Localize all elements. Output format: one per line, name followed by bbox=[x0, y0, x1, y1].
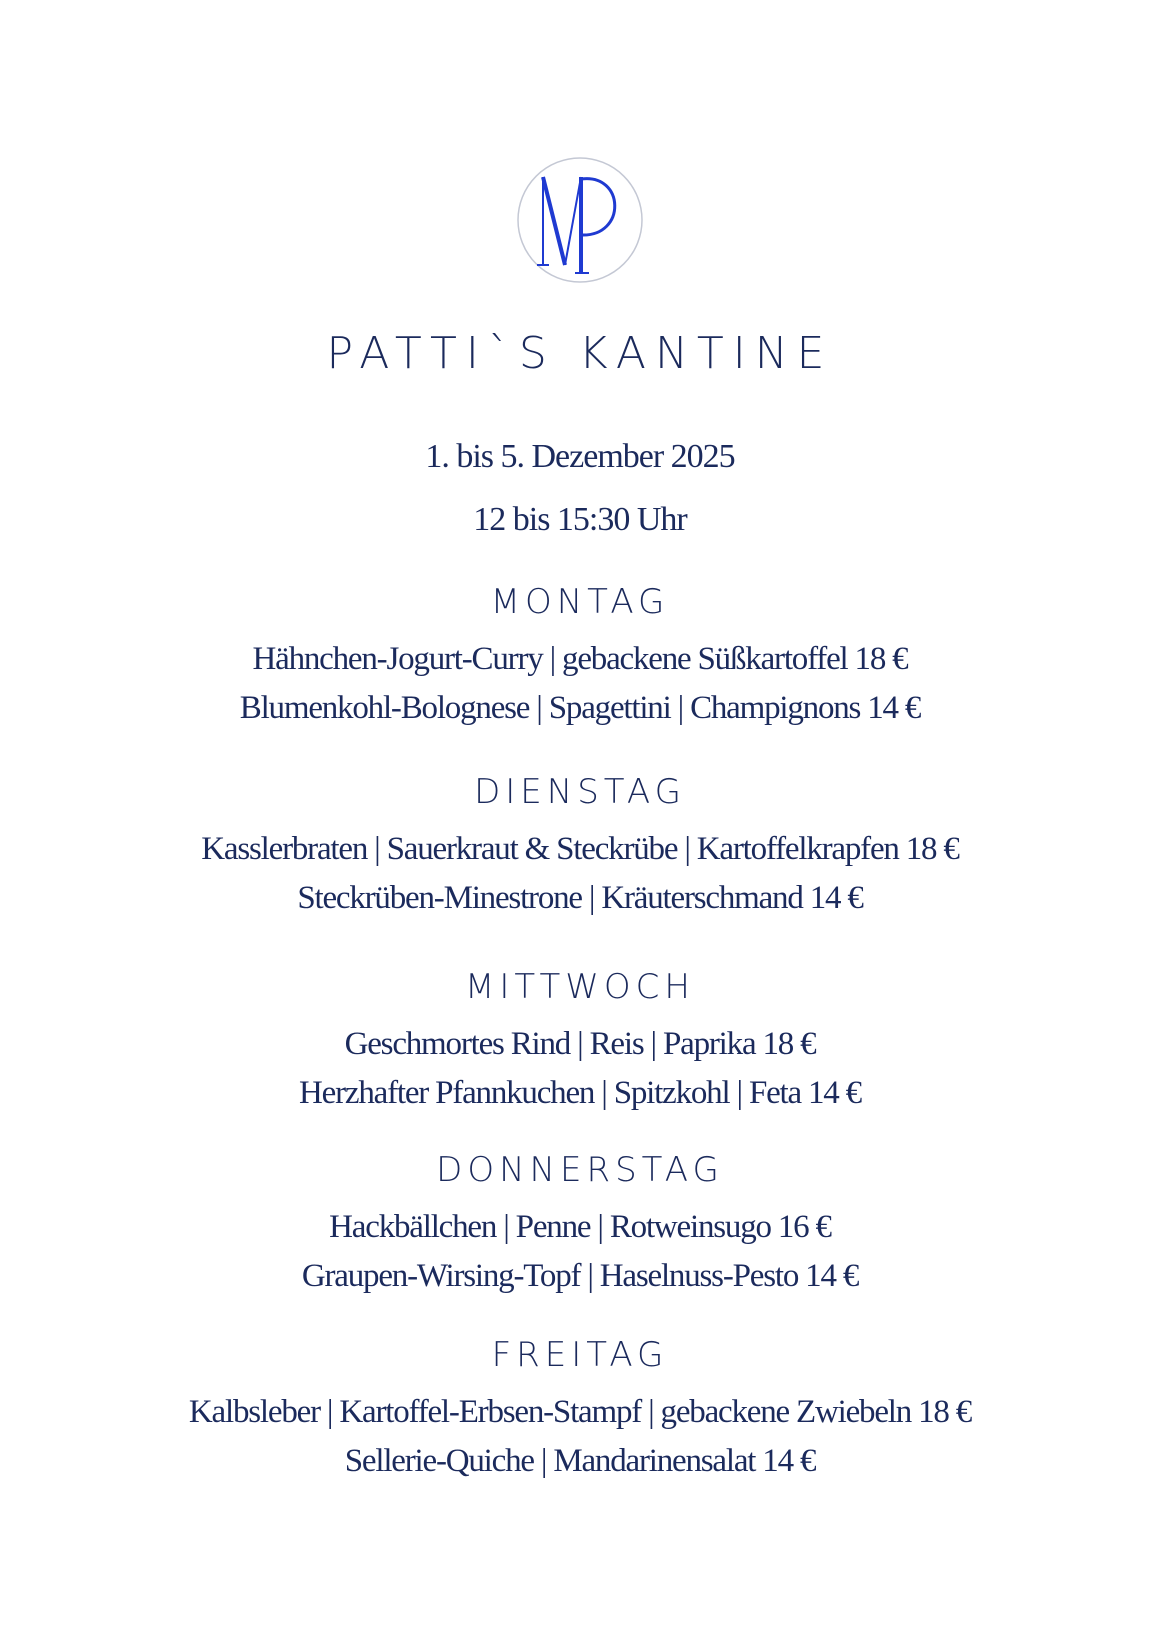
day-section-montag bbox=[0, 582, 1160, 726]
day-section-donnerstag bbox=[0, 1150, 1160, 1294]
day-heading: MONTAG bbox=[490, 582, 670, 622]
day-section-dienstag bbox=[0, 772, 1160, 916]
day-section-freitag bbox=[0, 1335, 1160, 1479]
day-heading: DIENSTAG bbox=[474, 772, 686, 812]
page-title: PATTI`S KANTINE bbox=[326, 328, 834, 379]
dish-item: Herzhafter Pfannkuchen | Spitzkohl | Feta 14 € bbox=[299, 1075, 861, 1111]
dish-item: Steckrüben-Minestrone | Kräuterschmand 14 € bbox=[297, 880, 863, 916]
dish-item: Geschmortes Rind | Reis | Paprika 18 € bbox=[344, 1026, 816, 1062]
day-section-mittwoch bbox=[0, 967, 1160, 1111]
dish-item: Hähnchen-Jogurt-Curry | gebackene Süßkartoffel 18 € bbox=[252, 641, 908, 677]
date-range: 1. bis 5. Dezember 2025 bbox=[425, 438, 735, 475]
dish-item: Blumenkohl-Bolognese | Spagettini | Champignons 14 € bbox=[239, 690, 921, 726]
dish-item: Sellerie-Quiche | Mandarinensalat 14 € bbox=[344, 1443, 816, 1479]
day-heading: FREITAG bbox=[491, 1335, 669, 1375]
dish-item: Graupen-Wirsing-Topf | Haselnuss-Pesto 14 € bbox=[301, 1258, 859, 1294]
logo-monogram bbox=[515, 155, 645, 285]
dish-item: Kasslerbraten | Sauerkraut & Steckrübe | Kartoffelkrapfen 18 € bbox=[201, 831, 959, 867]
dish-item: Hackbällchen | Penne | Rotweinsugo 16 € bbox=[329, 1209, 831, 1245]
opening-hours: 12 bis 15:30 Uhr bbox=[473, 501, 687, 538]
day-heading: DONNERSTAG bbox=[436, 1150, 724, 1190]
dish-item: Kalbsleber | Kartoffel-Erbsen-Stampf | gebackene Zwiebeln 18 € bbox=[188, 1394, 972, 1430]
day-heading: MITTWOCH bbox=[465, 967, 695, 1007]
